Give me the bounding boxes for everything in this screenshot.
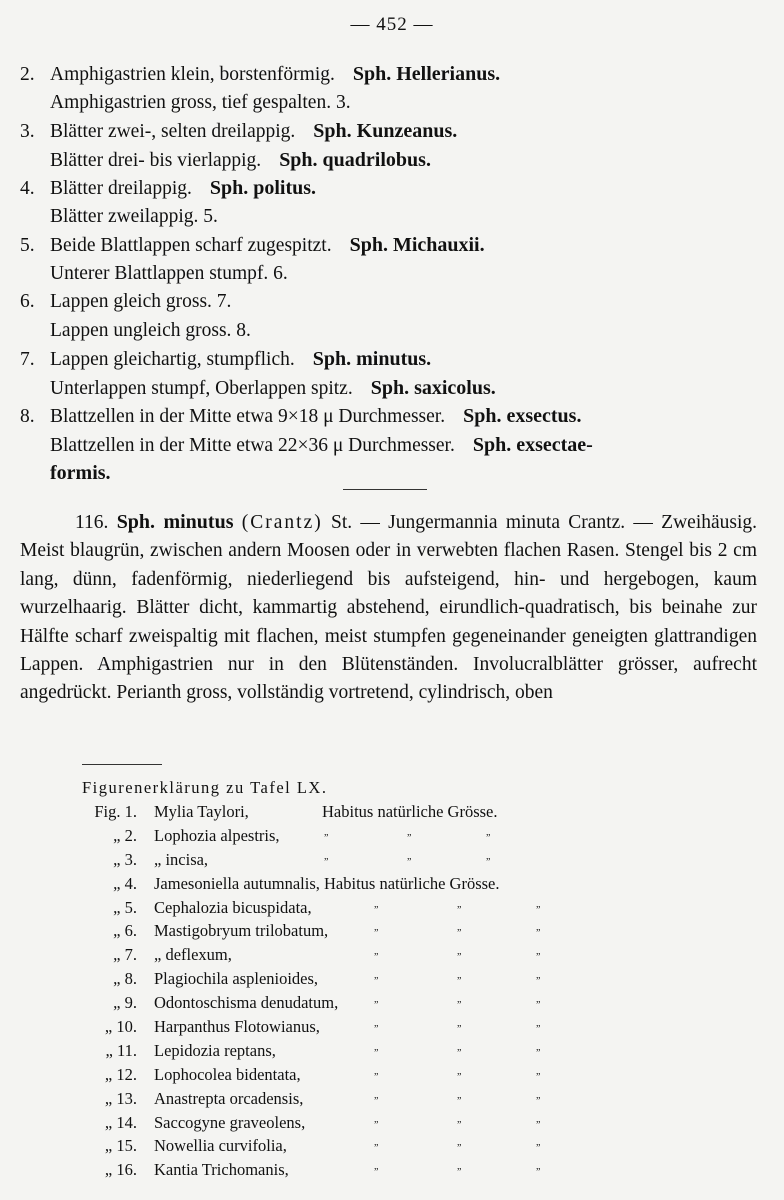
figure-species: Kantia Trichomanis, bbox=[154, 1160, 289, 1180]
key-number: 4. bbox=[20, 178, 35, 199]
ditto-mark: „ bbox=[536, 1018, 541, 1030]
entry-number: 116. bbox=[75, 512, 109, 533]
ditto-mark: „ bbox=[457, 1089, 462, 1101]
key-number: 6. bbox=[20, 291, 35, 312]
figure-species: Cephalozia bicuspidata, bbox=[154, 897, 312, 917]
figure-number: „ 5. bbox=[113, 897, 137, 917]
key-text: Lappen gleichartig, stumpflich. bbox=[50, 349, 295, 370]
figure-species: „ incisa, bbox=[154, 849, 209, 869]
ditto-mark: „ bbox=[374, 1018, 379, 1030]
ditto-mark: „ bbox=[457, 970, 462, 982]
key-species: Sph. politus. bbox=[209, 177, 317, 199]
figure-species: Mylia Taylori, bbox=[154, 802, 249, 821]
figure-species: Lophozia alpestris, bbox=[154, 825, 280, 845]
ditto-mark: „ bbox=[457, 1137, 462, 1149]
ditto-mark: „ bbox=[407, 850, 412, 862]
ditto-mark: „ bbox=[457, 946, 462, 958]
ditto-mark: „ bbox=[536, 1041, 541, 1053]
figure-entry bbox=[82, 1158, 702, 1182]
ditto-mark: „ bbox=[457, 1065, 462, 1077]
key-species: Sph. saxicolus. bbox=[370, 376, 496, 399]
ditto-mark: „ bbox=[536, 1137, 541, 1149]
ditto-mark: „ bbox=[536, 1161, 541, 1173]
figure-number: Fig. 1. bbox=[94, 802, 137, 821]
key-number: 5. bbox=[20, 235, 35, 256]
description-paragraph bbox=[20, 508, 757, 708]
figure-habit: Habitus natürliche Grösse. bbox=[322, 802, 498, 821]
figure-entry bbox=[82, 800, 702, 824]
key-line bbox=[20, 260, 765, 289]
description-body: Zweihäusig. Meist blaugrün, zwischen andern Moosen oder in verwebten flachen Rasen. Stengel bis 2 cm lang, dünn, fadenförmig, niederliegend bis aufsteigend, hin- und hergebogen, kaum wurzelhaarig. Blätter dicht, kammartig abstehend, eirundlich-quadratisch, bis beinahe zur Hälfte scharf zweispaltig mit flachen, meist stumpfen gegeneinander geneigten glattrandigen Lappen. Amphigastrien nur in den Blütenständen. Involucralblätter grösser, aufrecht angedrückt. Perianth gross, vollständig vortretend, cylindrisch, oben bbox=[20, 512, 758, 704]
key-species: Sph. exsectus. bbox=[463, 405, 582, 427]
figure-number: „ 14. bbox=[104, 1112, 137, 1132]
ditto-mark: „ bbox=[324, 826, 329, 838]
key-line bbox=[20, 146, 765, 175]
figure-entry bbox=[82, 824, 702, 848]
figure-entry bbox=[82, 872, 702, 896]
key-species: Sph. Kunzeanus. bbox=[313, 120, 458, 142]
ditto-mark: „ bbox=[457, 898, 462, 910]
key-number: 2. bbox=[20, 64, 35, 85]
key-line bbox=[20, 345, 765, 374]
ditto-mark: „ bbox=[374, 970, 379, 982]
key-text: Blätter zweilappig. 5. bbox=[50, 205, 218, 227]
ditto-mark: „ bbox=[374, 1161, 379, 1173]
ditto-mark: „ bbox=[536, 1113, 541, 1125]
key-line bbox=[20, 288, 765, 317]
ditto-mark: „ bbox=[374, 1065, 379, 1077]
species-description bbox=[20, 508, 757, 708]
figure-species: Jamesoniella autumnalis, Habitus natürliche Grösse. bbox=[154, 873, 500, 893]
figure-entry bbox=[82, 919, 702, 943]
figure-legend-heading: Figurenerklärung zu Tafel LX. bbox=[82, 778, 328, 797]
key-text: Unterlappen stumpf, Oberlappen spitz. bbox=[50, 377, 353, 399]
figure-entry bbox=[82, 1111, 702, 1135]
ditto-mark: „ bbox=[374, 994, 379, 1006]
ditto-mark: „ bbox=[486, 826, 491, 838]
figure-number: „ 6. bbox=[113, 921, 137, 941]
key-species: formis. bbox=[50, 462, 111, 484]
ditto-mark: „ bbox=[374, 1113, 379, 1125]
key-text: Blattzellen in der Mitte etwa 22×36 μ Durchmesser. bbox=[50, 434, 455, 456]
figure-entry bbox=[82, 1087, 702, 1111]
key-line bbox=[20, 60, 765, 89]
key-text: Blätter zwei-, selten dreilappig. bbox=[50, 121, 296, 142]
figure-number: „ 2. bbox=[113, 825, 137, 845]
species-name: Sph. minutus bbox=[116, 511, 234, 533]
key-line bbox=[20, 231, 765, 260]
key-line bbox=[20, 203, 765, 232]
ditto-mark: „ bbox=[457, 922, 462, 934]
key-number: 3. bbox=[20, 121, 35, 142]
ditto-mark: „ bbox=[457, 994, 462, 1006]
ditto-mark: „ bbox=[374, 898, 379, 910]
figure-number: „ 4. bbox=[113, 873, 137, 893]
key-text: Blätter dreilappig. bbox=[50, 178, 192, 199]
ditto-mark: „ bbox=[457, 1041, 462, 1053]
key-text: Blätter drei- bis vierlappig. bbox=[50, 149, 262, 171]
ditto-mark: „ bbox=[457, 1018, 462, 1030]
figure-species: Nowellia curvifolia, bbox=[154, 1136, 287, 1156]
figure-number: „ 10. bbox=[104, 1017, 137, 1037]
ditto-mark: „ bbox=[536, 898, 541, 910]
ditto-mark: „ bbox=[536, 1089, 541, 1101]
key-line bbox=[20, 431, 765, 460]
figure-species: Mastigobryum trilobatum, bbox=[154, 921, 329, 941]
figure-species: Lepidozia reptans, bbox=[154, 1040, 276, 1060]
figure-number: „ 3. bbox=[113, 849, 137, 869]
figure-entry bbox=[82, 1039, 702, 1063]
figure-number: „ 8. bbox=[113, 969, 137, 989]
ditto-mark: „ bbox=[536, 922, 541, 934]
figure-species: Anastrepta orcadensis, bbox=[154, 1088, 304, 1108]
key-line bbox=[20, 117, 765, 146]
figure-number: „ 16. bbox=[104, 1160, 137, 1180]
key-line bbox=[20, 374, 765, 403]
key-text: Lappen gleich gross. 7. bbox=[50, 291, 232, 312]
key-text: Lappen ungleich gross. 8. bbox=[50, 319, 251, 341]
ditto-mark: „ bbox=[407, 826, 412, 838]
key-line bbox=[20, 459, 765, 488]
ditto-mark: „ bbox=[374, 1089, 379, 1101]
key-species: Sph. exsectae- bbox=[472, 433, 593, 456]
page-number: — 452 — bbox=[350, 14, 434, 35]
key-species: Sph. minutus. bbox=[312, 348, 432, 370]
ditto-mark: „ bbox=[536, 946, 541, 958]
ditto-mark: „ bbox=[536, 994, 541, 1006]
figure-entry bbox=[82, 896, 702, 920]
figure-number: „ 12. bbox=[104, 1064, 137, 1084]
figure-entry bbox=[82, 848, 702, 872]
key-species: Sph. quadrilobus. bbox=[279, 148, 431, 171]
figure-entry bbox=[82, 1134, 702, 1158]
key-number: 8. bbox=[20, 406, 35, 427]
key-text: Amphigastrien klein, borstenförmig. bbox=[50, 64, 335, 85]
figure-entry bbox=[82, 943, 702, 967]
ditto-mark: „ bbox=[536, 970, 541, 982]
ditto-mark: „ bbox=[486, 850, 491, 862]
figure-species: Lophocolea bidentata, bbox=[154, 1064, 301, 1084]
ditto-mark: „ bbox=[374, 1041, 379, 1053]
figure-entry bbox=[82, 1015, 702, 1039]
key-text: Unterer Blattlappen stumpf. 6. bbox=[50, 262, 288, 284]
key-line bbox=[20, 317, 765, 346]
figure-entry bbox=[82, 1063, 702, 1087]
figure-number: „ 13. bbox=[104, 1088, 137, 1108]
key-line bbox=[20, 174, 765, 203]
figure-entry bbox=[82, 967, 702, 991]
figure-legend bbox=[82, 776, 702, 1182]
figure-species: Saccogyne graveolens, bbox=[154, 1112, 306, 1132]
figure-number: „ 15. bbox=[104, 1136, 137, 1156]
figure-species: Plagiochila asplenioides, bbox=[154, 969, 319, 989]
key-species: Sph. Michauxii. bbox=[349, 234, 485, 256]
figure-species: Odontoschisma denudatum, bbox=[154, 993, 339, 1013]
ditto-mark: „ bbox=[457, 1161, 462, 1173]
key-text: Amphigastrien gross, tief gespalten. 3. bbox=[50, 91, 351, 113]
key-number: 7. bbox=[20, 349, 35, 370]
synonym-text: St. — Jungermannia minuta Crantz. — bbox=[322, 512, 653, 533]
section-divider bbox=[343, 489, 427, 490]
identification-key bbox=[20, 60, 765, 488]
figure-entry bbox=[82, 991, 702, 1015]
ditto-mark: „ bbox=[374, 946, 379, 958]
ditto-mark: „ bbox=[374, 922, 379, 934]
figure-number: „ 11. bbox=[105, 1040, 137, 1060]
species-author: (Crantz) bbox=[241, 512, 323, 533]
ditto-mark: „ bbox=[324, 850, 329, 862]
key-line bbox=[20, 89, 765, 118]
key-line bbox=[20, 402, 765, 431]
key-text: Blattzellen in der Mitte etwa 9×18 μ Durchmesser. bbox=[50, 406, 446, 427]
figure-species: Harpanthus Flotowianus, bbox=[154, 1017, 320, 1037]
ditto-mark: „ bbox=[374, 1137, 379, 1149]
figure-species: „ deflexum, bbox=[154, 945, 232, 965]
figure-number: „ 9. bbox=[113, 993, 137, 1013]
figure-number: „ 7. bbox=[113, 945, 137, 965]
ditto-mark: „ bbox=[457, 1113, 462, 1125]
key-text: Beide Blattlappen scharf zugespitzt. bbox=[50, 235, 332, 256]
ditto-mark: „ bbox=[536, 1065, 541, 1077]
key-species: Sph. Hellerianus. bbox=[352, 63, 501, 85]
footnote-divider bbox=[82, 764, 162, 765]
